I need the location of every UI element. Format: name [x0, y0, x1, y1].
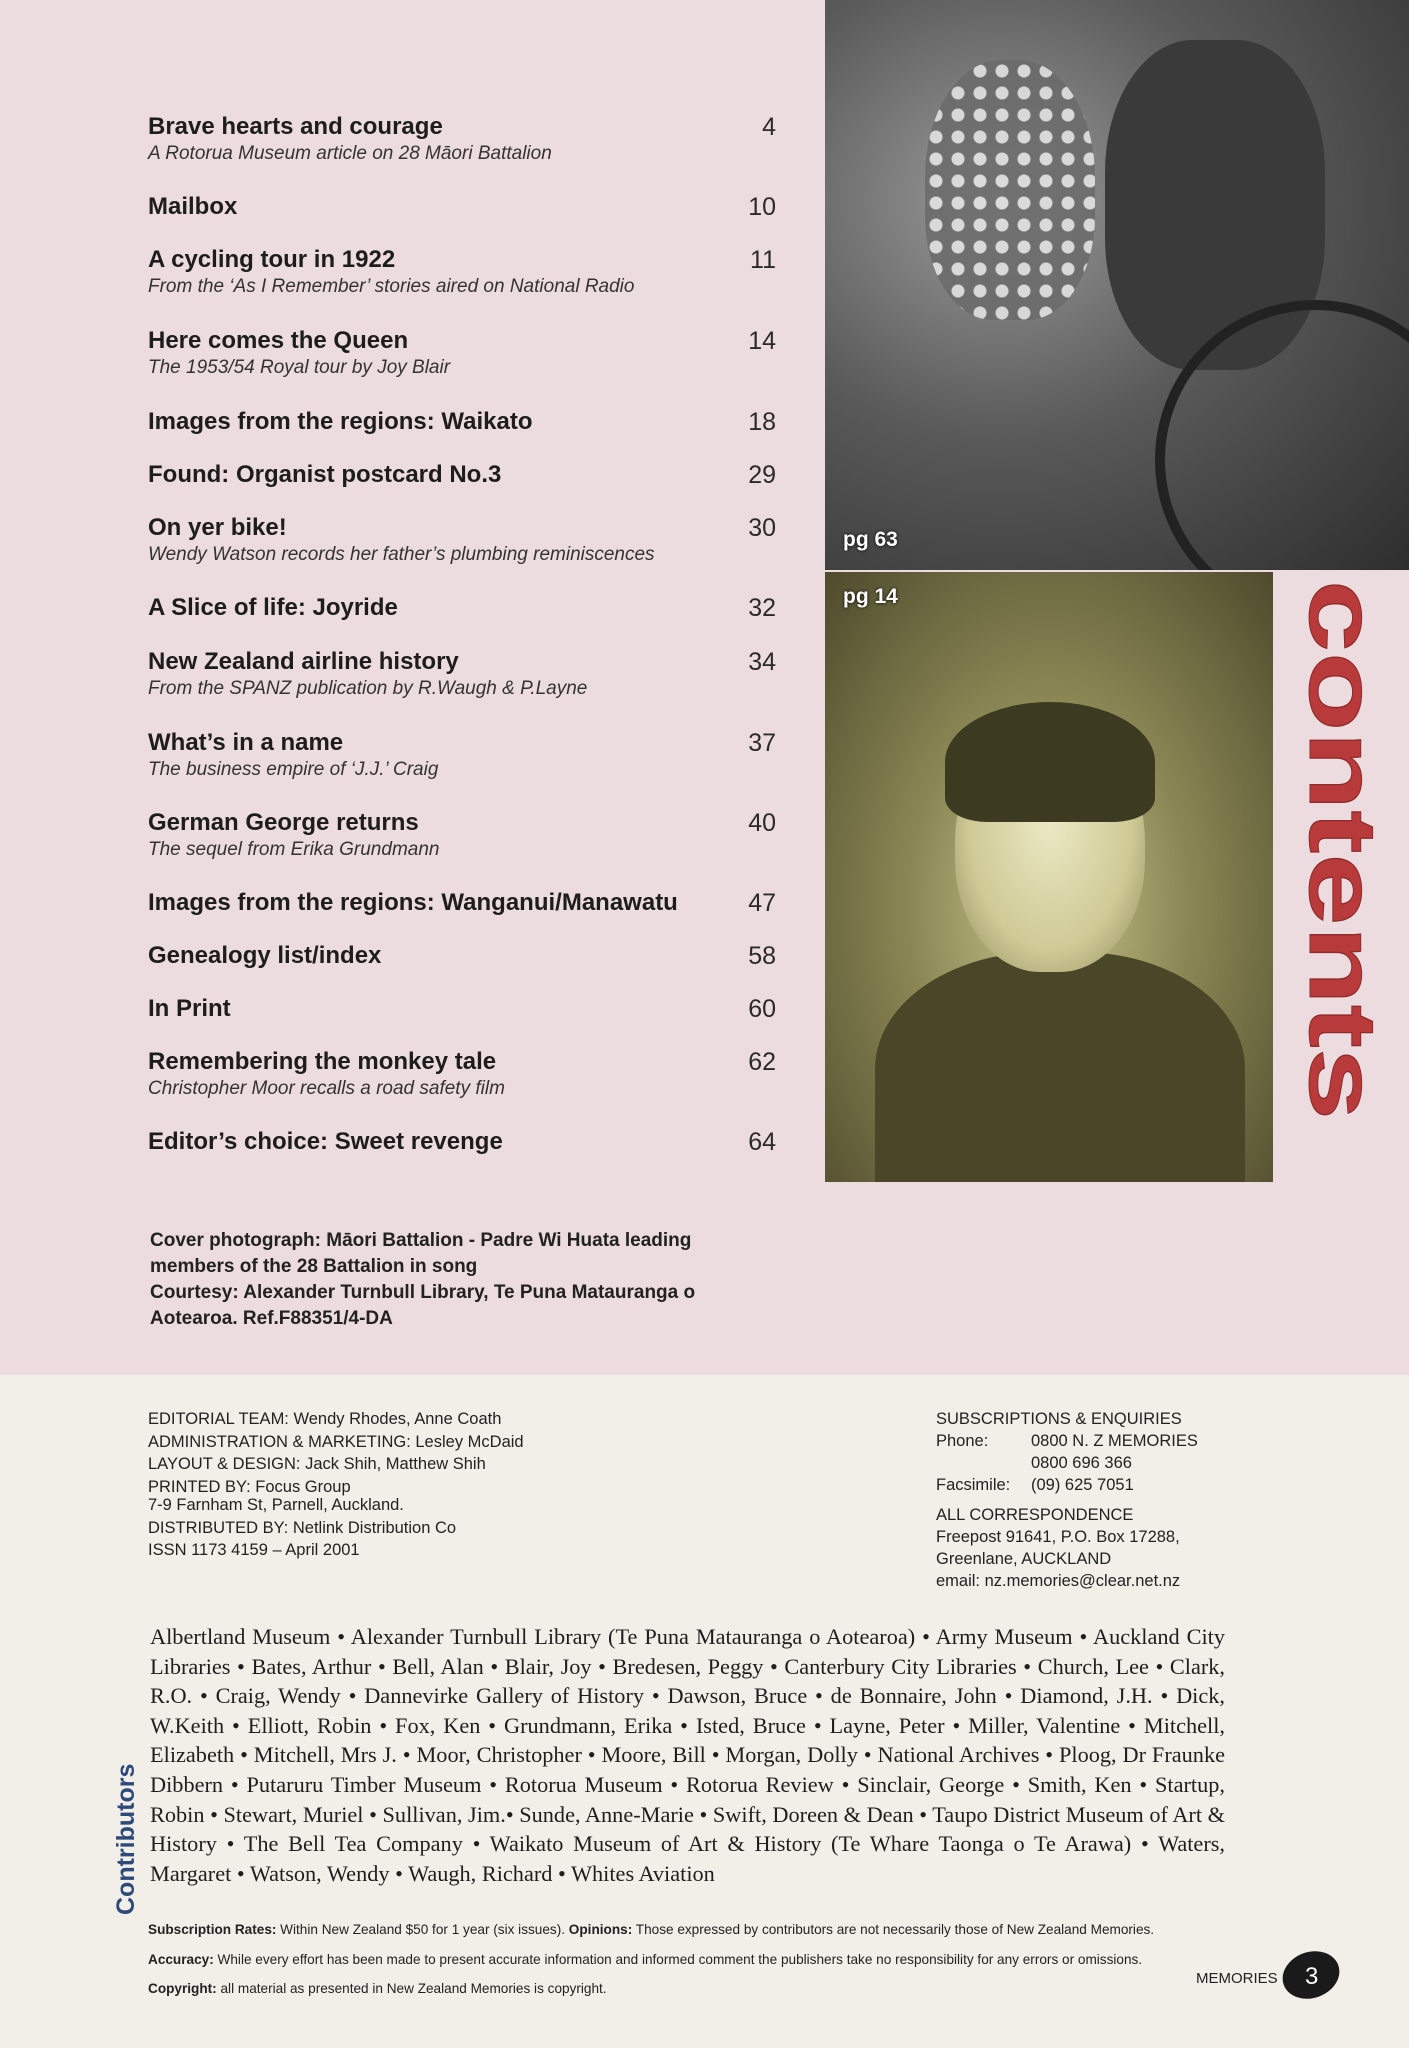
page-number-badge	[1281, 1950, 1341, 2000]
toc-entry[interactable]	[148, 1128, 776, 1156]
toc-entry-page: 18	[748, 408, 776, 436]
editorial-team: EDITORIAL TEAM: Wendy Rhodes, Anne Coath	[148, 1410, 502, 1428]
toc-entry-page: 30	[748, 514, 776, 542]
opinions-text: Those expressed by contributors are not necessarily those of New Zealand Memories.	[632, 1922, 1155, 1937]
cover-caption-line: members of the 28 Battalion in song	[150, 1256, 478, 1277]
accuracy-text: While every effort has been made to present accurate information and informed comment the publishers take no responsibility for any errors or omissions.	[213, 1951, 1143, 1967]
toc-entry-page: 40	[748, 809, 776, 837]
contributors-list: Albertland Museum • Alexander Turnbull Library (Te Puna Matauranga o Aotearoa) • Army Museum • Auckland City Libraries • Bates, Arthur • Bell, Alan • Blair, Joy • Bredesen, Peggy • Canterbury City Libraries • Church, Lee • Clark, R.O. • Craig, Wendy • Dannevirke Gallery of History • Dawson, Bruce • de Bonnaire, John • Diamond, J.H. • Dick, W.Keith • Elliott, Robin • Fox, Ken • Grundmann, Erika • Isted, Bruce • Layne, Peter • Miller, Valentine • Mitchell, Elizabeth • Mitchell, Mrs J. • Moor, Christopher • Moore, Bill • Morgan, Dolly • National Archives • Ploog, Dr Fraunke Dibbern • Putaruru Timber Museum • Rotorua Museum • Rotorua Review • Sinclair, George • Smith, Ken • Startup, Robin • Stewart, Muriel • Sullivan, Jim.• Sunde, Anne-Marie • Swift, Doreen & Dean • Taupo District Museum of Art & History • The Bell Tea Company • Waikato Museum of Art & History (Te Whare Taonga o Te Arawa) • Waters, Margaret • Watson, Wendy • Waugh, Richard • Whites Aviation	[150, 1624, 1225, 1886]
photo-page-label-bottom: pg 14	[843, 585, 898, 608]
toc-entry[interactable]	[148, 113, 776, 165]
contributors-label-svg	[104, 1625, 144, 1915]
toc-entry[interactable]	[148, 594, 776, 622]
toc-entry-subtitle: The 1953/54 Royal tour by Joy Blair	[148, 357, 451, 378]
copyright-text: all material as presented in New Zealand Memories is copyright.	[216, 1981, 607, 1996]
toc-entry-title: Mailbox	[148, 193, 238, 220]
toc-entry[interactable]	[148, 729, 776, 781]
toc-entry[interactable]	[148, 1048, 776, 1100]
toc-entry-subtitle: From the SPANZ publication by R.Waugh & P.Layne	[148, 678, 588, 699]
printed-by: PRINTED BY: Focus Group	[148, 1477, 351, 1496]
toc-entry-page: 37	[748, 729, 776, 757]
rates-text: Within New Zealand $50 for 1 year (six issues).	[276, 1922, 569, 1937]
printer-address: 7-9 Farnham St, Parnell, Auckland.	[148, 1496, 404, 1514]
layout-design: LAYOUT & DESIGN: Jack Shih, Matthew Shih	[148, 1455, 486, 1473]
toc-entry-subtitle: Wendy Watson records her father’s plumbing reminiscences	[148, 544, 655, 565]
toc-entry[interactable]	[148, 809, 776, 861]
toc-entry-page: 14	[748, 327, 776, 355]
subscriptions-enquiries	[936, 1408, 1198, 1592]
fine-print	[148, 1915, 1213, 2004]
email-address[interactable]: email: nz.memories@clear.net.nz	[936, 1572, 1181, 1590]
toc-entry-page: 60	[748, 995, 776, 1023]
toc-entry-subtitle: A Rotorua Museum article on 28 Māori Battalion	[148, 143, 552, 164]
toc-entry-page: 34	[748, 648, 776, 676]
contributors-label-text: Contributors	[112, 1763, 140, 1915]
opinions-label: Opinions:	[568, 1922, 633, 1937]
toc-entry-page: 58	[748, 942, 776, 970]
toc-entry[interactable]	[148, 327, 776, 379]
phone-number: 0800 N. Z MEMORIES	[1031, 1432, 1198, 1450]
magazine-name: MEMORIES	[1196, 1970, 1278, 1987]
contents-title-text: contents	[1289, 580, 1396, 981]
toc-entry[interactable]	[148, 889, 776, 917]
accuracy-label: Accuracy:	[148, 1951, 214, 1967]
toc-entry[interactable]	[148, 461, 776, 489]
toc-entry[interactable]	[148, 648, 776, 700]
phone-number: 0800 696 366	[1031, 1454, 1132, 1472]
correspondence-address: Freepost 91641, P.O. Box 17288,	[936, 1528, 1180, 1546]
administration-marketing: ADMINISTRATION & MARKETING: Lesley McDaid	[148, 1432, 524, 1451]
toc-entry-title: In Print	[148, 995, 231, 1022]
toc-entry[interactable]	[148, 193, 776, 221]
issn: ISSN 1173 4159 – April 2001	[148, 1541, 360, 1559]
toc-entry[interactable]	[148, 942, 776, 970]
monkey-bike-photo	[825, 0, 1409, 570]
distributed-by: DISTRIBUTED BY: Netlink Distribution Co	[148, 1518, 457, 1537]
toc-entry[interactable]	[148, 514, 776, 566]
queen-photo	[825, 572, 1273, 1182]
toc-entry-page: 62	[748, 1048, 776, 1076]
toc-entry-title: Remembering the monkey tale	[148, 1048, 497, 1075]
photo-page-label-top: pg 63	[843, 528, 898, 551]
toc-entry-title: New Zealand airline history	[148, 648, 459, 675]
phone-label: Phone:	[936, 1432, 989, 1450]
toc-entry-title: Here comes the Queen	[148, 327, 409, 354]
toc-entry-subtitle: From the ‘As I Remember’ stories aired on National Radio	[148, 276, 635, 297]
rates-label: Subscription Rates:	[148, 1922, 277, 1937]
cover-caption-line: Aotearoa. Ref.F88351/4-DA	[150, 1308, 393, 1329]
toc-entry-title: Found: Organist postcard No.3	[148, 461, 502, 488]
toc-entry-page: 10	[748, 193, 776, 221]
toc-entry-title: On yer bike!	[148, 514, 287, 541]
subscriptions-heading: SUBSCRIPTIONS & ENQUIRIES	[936, 1410, 1182, 1428]
toc-entry[interactable]	[148, 246, 776, 298]
toc-entry-page: 29	[748, 461, 776, 489]
toc-entry-title: Editor’s choice: Sweet revenge	[148, 1128, 503, 1155]
toc-entry-page: 64	[748, 1128, 776, 1156]
toc-entry-page: 47	[748, 889, 776, 917]
copyright-label: Copyright:	[148, 1981, 217, 1996]
toc-entry[interactable]	[148, 408, 776, 436]
toc-entry-page: 32	[748, 594, 776, 622]
cover-caption-line: Cover photograph: Māori Battalion - Padre Wi Huata leading	[150, 1230, 692, 1251]
fax-label: Facsimile:	[936, 1476, 1011, 1494]
toc-entry-title: Images from the regions: Wanganui/Manawatu	[148, 889, 678, 916]
correspondence-heading: ALL CORRESPONDENCE	[936, 1506, 1134, 1524]
toc-entry-page: 11	[750, 246, 776, 274]
toc-entry-subtitle: The business empire of ‘J.J.’ Craig	[148, 759, 439, 780]
cover-caption	[150, 1228, 760, 1332]
toc-entry-title: German George returns	[148, 809, 419, 836]
toc-entry-subtitle: Christopher Moor recalls a road safety film	[148, 1078, 505, 1099]
contributors-label	[104, 1625, 144, 1915]
toc-entry-subtitle: The sequel from Erika Grundmann	[148, 839, 440, 860]
correspondence-address: Greenlane, AUCKLAND	[936, 1550, 1112, 1568]
toc-entry[interactable]	[148, 995, 776, 1023]
toc-entry-title: A cycling tour in 1922	[148, 246, 396, 273]
toc-entry-title: What’s in a name	[148, 729, 344, 756]
toc-entry-title: Images from the regions: Waikato	[148, 408, 533, 435]
toc-entry-title: Brave hearts and courage	[148, 113, 443, 140]
toc-entry-page: 4	[762, 113, 776, 141]
contents-side-title	[1289, 580, 1396, 1120]
page-number-svg	[1281, 1950, 1341, 2000]
staff-credits	[148, 1408, 524, 1562]
fax-number: (09) 625 7051	[1031, 1476, 1134, 1494]
cover-caption-line: Courtesy: Alexander Turnbull Library, Te Puna Matauranga o	[150, 1282, 696, 1303]
toc-entry-title: Genealogy list/index	[148, 942, 382, 969]
page-number: 3	[1305, 1963, 1319, 1990]
contents-title-svg	[1289, 580, 1396, 1120]
toc-entry-title: A Slice of life: Joyride	[148, 594, 398, 621]
